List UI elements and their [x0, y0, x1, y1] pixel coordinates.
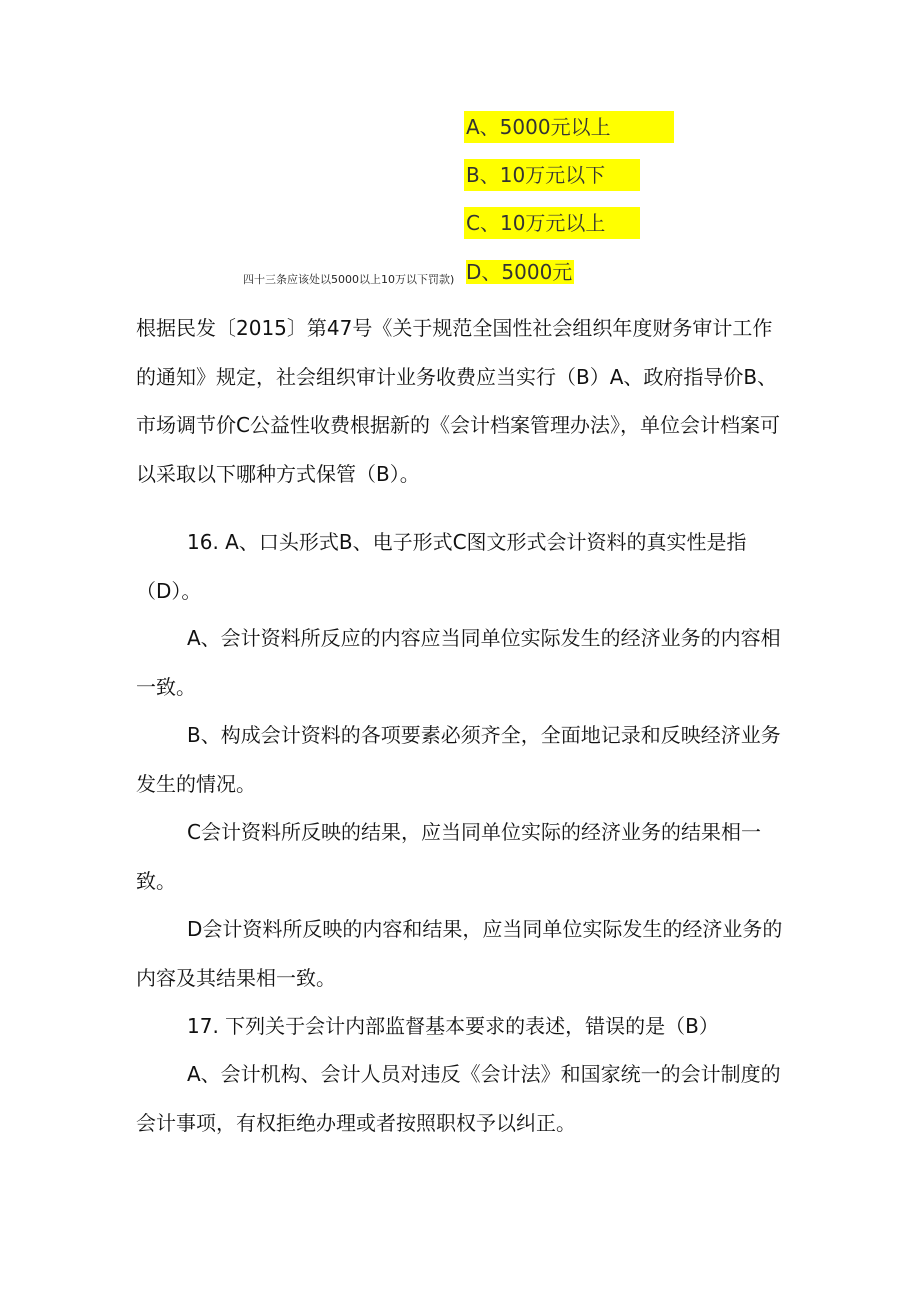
option-c: C、10万元以上 — [464, 207, 640, 239]
question-16-option-c: C会计资料所反映的结果，应当同单位实际的经济业务的结果相一致。 — [136, 820, 761, 893]
question-17-option-a: A、会计机构、会计人员对违反《会计法》和国家统一的会计制度的会计事项，有权拒绝办理或者按照职权予以纠正。 — [136, 1062, 781, 1135]
question-16-option-a: A、会计资料所反应的内容应当同单位实际发生的经济业务的内容相一致。 — [136, 626, 781, 699]
question-16-option-b: B、构成会计资料的各项要素必须齐全，全面地记录和反映经济业务发生的情况。 — [136, 723, 781, 796]
option-d-text: D、5000元 — [466, 260, 573, 284]
option-a: A、5000元以上 — [464, 111, 674, 143]
margin-note: 四十三条应该处以5000以上10万以下罚款) — [243, 273, 455, 286]
paragraph-audit-fee: 根据民发〔2015〕第47号《关于规范全国性社会组织年度财务审计工作的通知》规定，社会组织审计业务收费应当实行（B）A、政府指导价B、市场调节价C公益性收费根据新的《会计档案管理办法》，单位会计档案可以采取以下哪种方式保管（B）。 — [136, 316, 780, 486]
question-16-option-d: D会计资料所反映的内容和结果，应当同单位实际发生的经济业务的内容及其结果相一致。 — [136, 917, 783, 990]
option-d — [464, 256, 574, 288]
question-16: 16. A、口头形式B、电子形式C图文形式会计资料的真实性是指（D）。 — [136, 530, 747, 603]
option-b: B、10万元以下 — [464, 159, 640, 191]
question-17: 17. 下列关于会计内部监督基本要求的表述，错误的是（B） — [187, 1014, 719, 1038]
